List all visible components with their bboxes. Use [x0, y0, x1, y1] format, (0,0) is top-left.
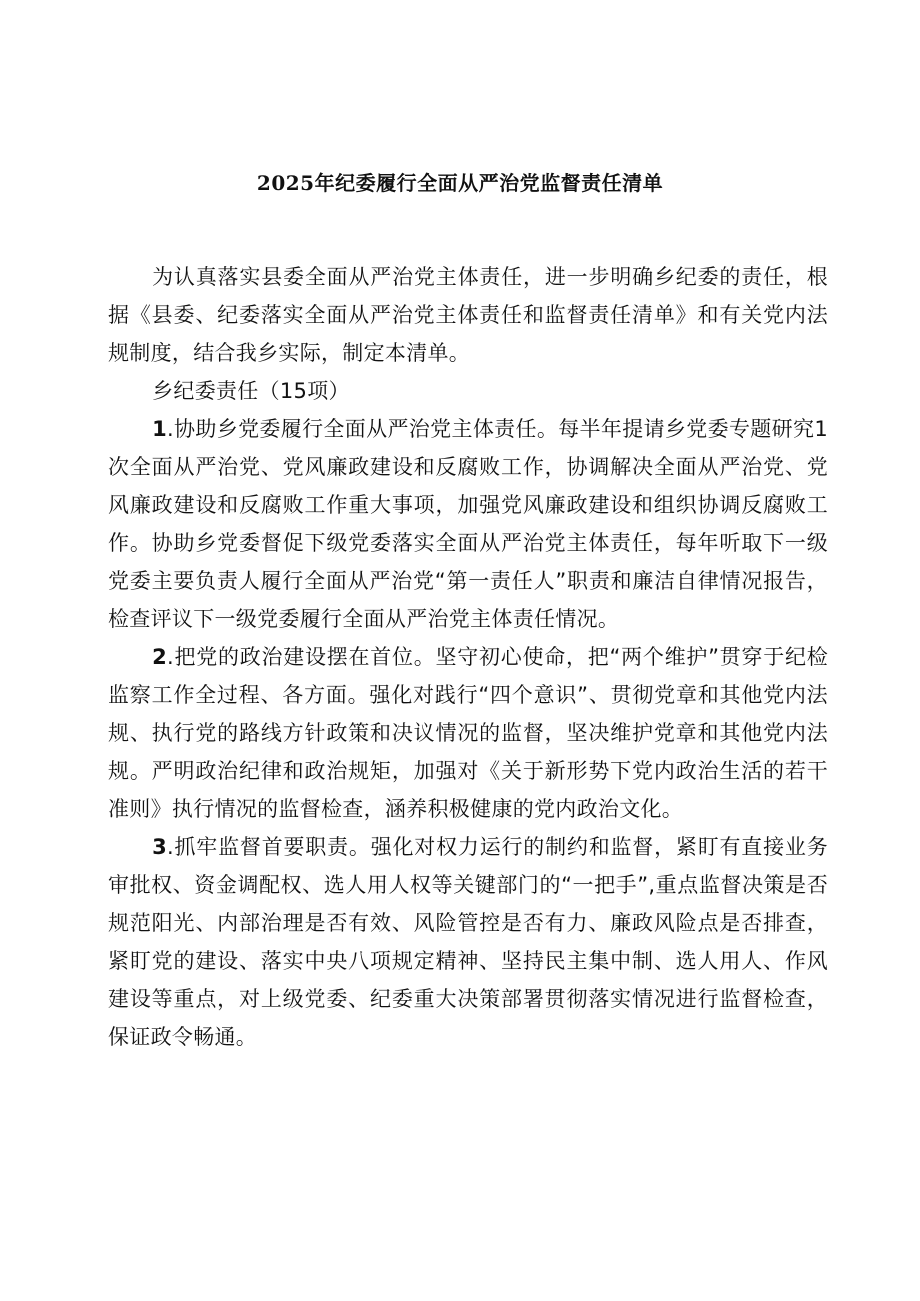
- section-heading: 乡纪委责任（15项）: [152, 379, 350, 403]
- item-text: .协助乡党委履行全面从严治党主体责任。每半年提请乡党委专题研究1次全面从严治党、党风廉政建设和反腐败工作，协调解决全面从严治党、党风廉政建设和反腐败工作重大事项，加强党风廉政建设和组织协调反腐败工作。协助乡党委督促下级党委落实全面从严治党主体责任，每年听取下一级党委主要负责人履行全面从严治党“第一责任人”职责和廉洁自律情况报告，检查评议下一级党委履行全面从严治党主体责任情况。: [108, 417, 828, 631]
- list-item-1: [108, 410, 828, 638]
- document-body: [108, 258, 828, 1056]
- item-text: .抓牢监督首要职责。强化对权力运行的制约和监督，紧盯有直接业务审批权、资金调配权、选人用人权等关键部门的“一把手”,重点监督决策是否规范阳光、内部治理是否有效、风险管控是否有力、廉政风险点是否排查，紧盯党的建设、落实中央八项规定精神、坚持民主集中制、选人用人、作风建设等重点，对上级党委、纪委重大决策部署贯彻落实情况进行监督检查，保证政令畅通。: [108, 835, 828, 1049]
- item-text: .把党的政治建设摆在首位。坚守初心使命，把“两个维护”贯穿于纪检监察工作全过程、各方面。强化对践行“四个意识”、贯彻党章和其他党内法规、执行党的路线方针政策和决议情况的监督，坚决维护党章和其他党内法规。严明政治纪律和政治规矩，加强对《关于新形势下党内政治生活的若干准则》执行情况的监督检查，涵养积极健康的党内政治文化。: [108, 645, 828, 821]
- item-number: 1: [152, 417, 168, 441]
- list-item-2: [108, 638, 828, 828]
- document-title: 2025年纪委履行全面从严治党监督责任清单: [256, 171, 664, 195]
- item-number: 2: [152, 645, 168, 669]
- intro-paragraph: 为认真落实县委全面从严治党主体责任，进一步明确乡纪委的责任，根据《县委、纪委落实全面从严治党主体责任和监督责任清单》和有关党内法规制度，结合我乡实际，制定本清单。: [108, 265, 828, 365]
- list-item-3: [108, 828, 828, 1056]
- item-number: 3: [152, 835, 168, 859]
